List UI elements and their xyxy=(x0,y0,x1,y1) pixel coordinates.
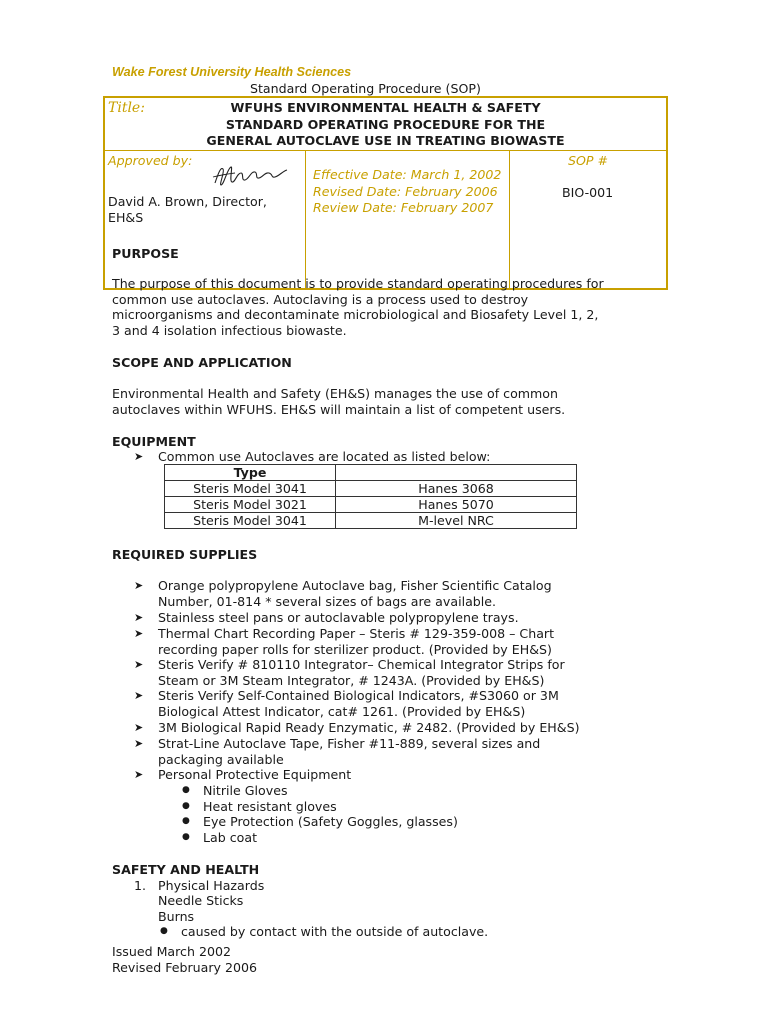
bullet-icon: ● xyxy=(182,816,190,826)
bullet-icon: ● xyxy=(182,832,190,842)
list-item: ● Nitrile Gloves xyxy=(182,783,288,798)
issued-date: Issued March 2002 xyxy=(112,944,232,959)
list-item: ➤ Orange polypropylene Autoclave bag, Fisher Scientific Catalog Number, 01-814 * several sizes of bags are available. xyxy=(134,578,552,609)
equipment-heading: EQUIPMENT xyxy=(112,434,196,449)
approver-name: David A. Brown, Director, EH&S xyxy=(108,194,267,225)
supplies-heading: REQUIRED SUPPLIES xyxy=(112,547,258,562)
arrow-icon: ➤ xyxy=(134,658,144,671)
bullet-icon: ● xyxy=(182,801,190,811)
bullet-icon: ● xyxy=(182,785,190,795)
list-item: ● Heat resistant gloves xyxy=(182,799,337,814)
title-line: WFUHS ENVIRONMENTAL HEALTH & SAFETY xyxy=(230,100,541,115)
list-item: ➤ Strat-Line Autoclave Tape, Fisher #11-889, several sizes and packaging available xyxy=(134,736,541,767)
organization-name: Wake Forest University Health Sciences xyxy=(112,65,352,79)
arrow-icon: ➤ xyxy=(134,768,144,781)
title-line: STANDARD OPERATING PROCEDURE FOR THE xyxy=(225,116,546,132)
list-item: ➤ 3M Biological Rapid Ready Enzymatic, # 2482. (Provided by EH&S) xyxy=(134,720,580,735)
arrow-icon: ➤ xyxy=(134,611,144,624)
purpose-heading: PURPOSE xyxy=(112,246,179,261)
review-date: Review Date: February 2007 xyxy=(313,200,494,215)
numbered-item: 1. Physical Hazards xyxy=(134,878,265,893)
table-header-cell: Type xyxy=(165,465,336,481)
arrow-icon: ➤ xyxy=(134,689,144,702)
list-item: ➤ Steris Verify # 810110 Integrator– Chemical Integrator Strips for Steam or 3M Steam Integrator, # 1243A. (Provided by EH&S) xyxy=(134,657,565,688)
autoclave-table xyxy=(164,464,577,529)
sop-number: BIO-001 xyxy=(562,185,614,200)
table-row: Steris Model 3041 M-level NRC xyxy=(165,513,577,529)
table-header-row xyxy=(165,465,577,481)
title-line: GENERAL AUTOCLAVE USE IN TREATING BIOWASTE xyxy=(206,133,565,148)
list-item: ● Eye Protection (Safety Goggles, glasses) xyxy=(182,814,458,829)
list-item: ➤ Thermal Chart Recording Paper – Steris # 129-359-008 – Chart recording paper rolls for sterilizer product. (Provided by EH&S) xyxy=(134,626,555,657)
document-title xyxy=(105,100,666,150)
sop-number-label: SOP # xyxy=(568,153,609,168)
list-item: ● Lab coat xyxy=(182,830,258,845)
arrow-icon: ➤ xyxy=(134,737,144,750)
table-row: Steris Model 3021 Hanes 5070 xyxy=(165,497,577,513)
sop-heading: Standard Operating Procedure (SOP) xyxy=(250,81,481,96)
revised-footer-date: Revised February 2006 xyxy=(112,960,258,975)
scope-text: Environmental Health and Safety (EH&S) manages the use of common autoclaves within WFUHS. EH&S will maintain a list of competent users. xyxy=(112,386,566,417)
list-item: ➤ Steris Verify Self-Contained Biological Indicators, #S3060 or 3M Biological Attest Indicator, cat# 1261. (Provided by EH&S) xyxy=(134,688,559,719)
list-item: ➤ Personal Protective Equipment xyxy=(134,767,352,782)
bullet-icon: ● xyxy=(160,926,168,936)
safety-heading: SAFETY AND HEALTH xyxy=(112,862,260,877)
arrow-icon: ➤ xyxy=(134,579,144,592)
scope-heading: SCOPE AND APPLICATION xyxy=(112,355,292,370)
list-item: ➤ Stainless steel pans or autoclavable polypropylene trays. xyxy=(134,610,519,625)
arrow-icon: ➤ xyxy=(134,721,144,734)
list-item: ➤ Common use Autoclaves are located as listed below: xyxy=(134,449,491,464)
list-item: ● caused by contact with the outside of autoclave. xyxy=(160,924,489,939)
arrow-icon: ➤ xyxy=(134,627,144,640)
sub-item: Needle Sticks xyxy=(158,893,244,908)
effective-date: Effective Date: March 1, 2002 xyxy=(313,167,502,182)
title-label: Title: xyxy=(108,100,145,116)
dates-block xyxy=(313,167,501,217)
table-header-cell xyxy=(336,465,577,481)
table-row: Steris Model 3041 Hanes 3068 xyxy=(165,481,577,497)
purpose-text: The purpose of this document is to provide standard operating procedures for common use autoclaves. Autoclaving is a process used to destroy microorganisms and decontaminate microbiological and Biosafety Level 1, 2, 3 and 4 isolation infectious biowaste. xyxy=(112,276,604,339)
sub-item: Burns xyxy=(158,909,195,924)
revised-date: Revised Date: February 2006 xyxy=(313,183,498,199)
approved-label: Approved by: xyxy=(108,153,193,168)
signature-image xyxy=(211,161,289,189)
arrow-icon: ➤ xyxy=(134,450,144,463)
header-box xyxy=(103,96,668,290)
footer xyxy=(112,944,257,976)
